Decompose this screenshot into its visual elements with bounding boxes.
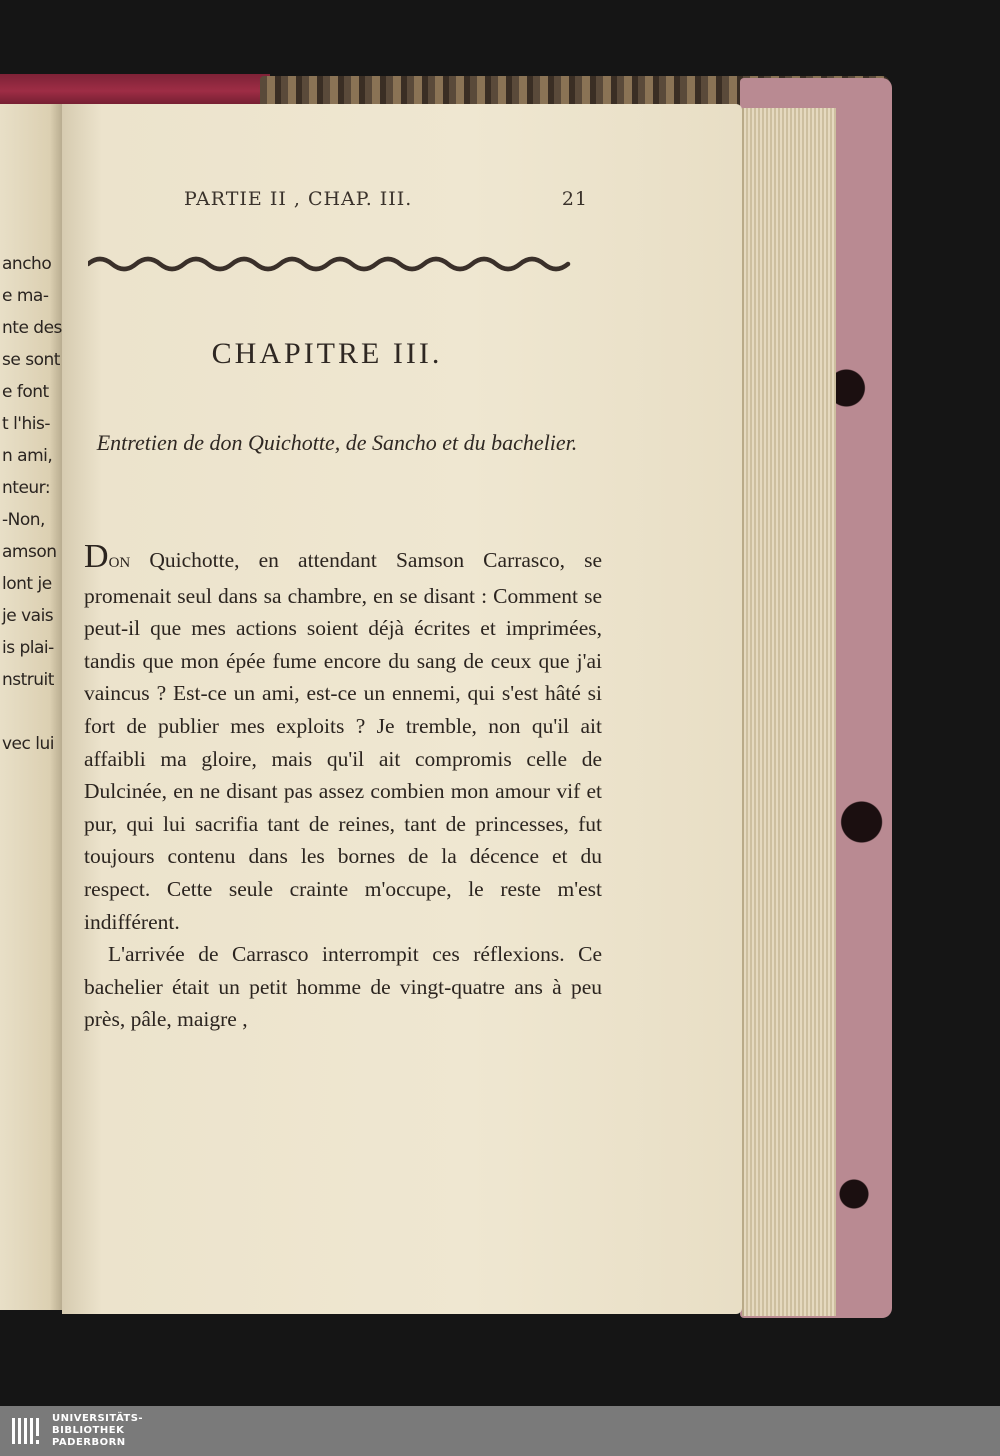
paragraph: L'arrivée de Carrasco interrompit ces réflexions. Ce bachelier était un petit homme de vingt-quatre ans à peu près, pâle, maigre , — [84, 942, 602, 1032]
running-head — [184, 188, 588, 210]
left-page-fragment: vec lui — [2, 734, 54, 754]
body-text — [84, 538, 602, 1036]
left-page-fragment: e ma- — [2, 286, 49, 306]
left-page — [0, 104, 62, 1310]
small-caps: ON — [108, 555, 131, 571]
library-name-line: UNIVERSITÄTS- — [52, 1413, 144, 1424]
left-page-fragment: nstruit — [2, 670, 54, 690]
page-edges — [742, 108, 836, 1316]
left-page-fragment: t l'his- — [2, 414, 50, 434]
left-page-fragment: nteur: — [2, 478, 51, 498]
left-page-fragment: lont je — [2, 574, 52, 594]
left-page-fragment: amson — [2, 542, 57, 562]
running-head-title: PARTIE II , CHAP. III. — [184, 188, 413, 210]
library-name-line: BIBLIOTHEK — [52, 1425, 125, 1436]
paragraph-text: Quichotte, en attendant Samson Carrasco, se promenait seul dans sa chambre, en se disant : Comment se peut-il que mes actions soient déjà écrites et imprimées, tandis que mon épée fume encore du sang de ceux que j'ai vaincus ? Est-ce un ami, est-ce un ennemi, qui s'est hâté si fort de publier mes exploits ? Je tremble, non qu'il ait affaibli ma gloire, mais qu'il ait compromis celle de Dulcinée, en ne disant pas assez combien mon amour vif et pur, qui lui sacrifia tant de reines, tant de princesses, fut toujours contenu dans les bornes de la décence et du respect. Cette seule crainte m'occupe, le reste m'est indifférent. — [84, 548, 602, 934]
left-page-fragment: n ami, — [2, 446, 53, 466]
drop-cap: D — [84, 538, 109, 575]
left-page-fragment: -Non, — [2, 510, 45, 530]
left-page-fragment: is plai- — [2, 638, 54, 658]
paragraph — [84, 538, 602, 938]
book-page — [62, 104, 742, 1314]
left-page-fragment: je vais — [2, 606, 54, 626]
left-page-fragment: ancho — [2, 254, 52, 274]
left-page-fragment: se sont — [2, 350, 60, 370]
chapter-summary: Entretien de don Quichotte, de Sancho et du bachelier. — [96, 430, 578, 455]
left-page-fragment: nte des — [2, 318, 62, 338]
library-logo-icon — [10, 1414, 44, 1448]
chapter-title: CHAPITRE III. — [211, 337, 443, 370]
library-name — [52, 1413, 143, 1449]
page-number: 21 — [561, 188, 588, 210]
library-name-line: PADERBORN — [52, 1437, 126, 1448]
left-page-fragment: e font — [2, 382, 49, 402]
wave-rule-ornament — [88, 254, 576, 274]
footer-bar — [0, 1406, 1000, 1456]
red-spine — [0, 74, 270, 108]
